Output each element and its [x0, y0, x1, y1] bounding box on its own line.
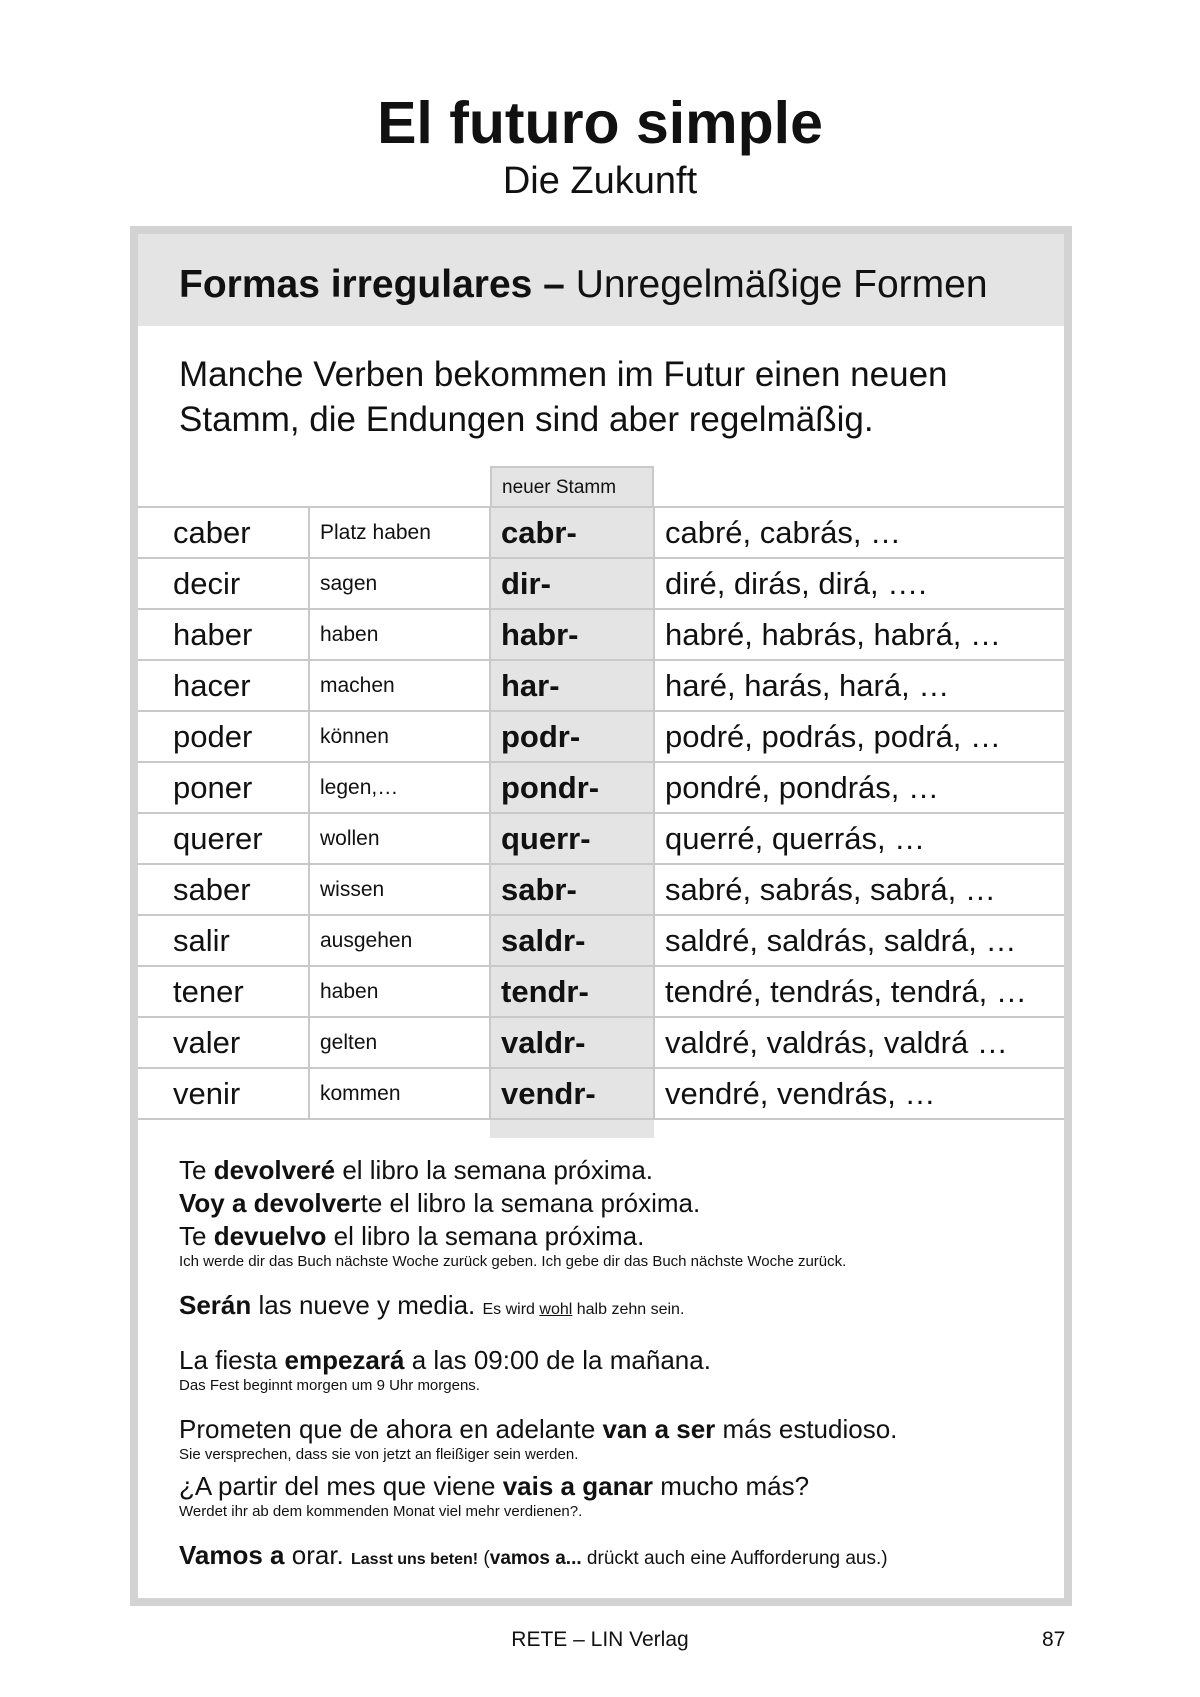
- ex4-de2: halb zehn sein.: [572, 1301, 685, 1318]
- box-heading-bold: Formas irregulares –: [179, 263, 565, 306]
- verb-infinitive: caber: [138, 507, 309, 558]
- example-7: [179, 1470, 1049, 1503]
- verb-forms: sabré, sabrás, sabrá, …: [654, 864, 1064, 915]
- footer-publisher: RETE – LIN Verlag: [511, 1628, 689, 1651]
- verb-infinitive: hacer: [138, 660, 309, 711]
- verb-forms: habré, habrás, habrá, …: [654, 609, 1064, 660]
- verb-infinitive: valer: [138, 1017, 309, 1068]
- verb-forms: haré, harás, hará, …: [654, 660, 1064, 711]
- verb-translation: kommen: [309, 1068, 490, 1119]
- verb-new-stem: querr-: [490, 813, 654, 864]
- verb-infinitive: tener: [138, 966, 309, 1017]
- ex3-c: el libro la semana próxima.: [326, 1221, 645, 1251]
- verb-new-stem: vendr-: [490, 1068, 654, 1119]
- verb-row: [138, 966, 1064, 1017]
- example-4-translation: [483, 1301, 685, 1318]
- intro-text: [179, 352, 1039, 442]
- verb-infinitive: haber: [138, 609, 309, 660]
- verb-new-stem: sabr-: [490, 864, 654, 915]
- example-8: [179, 1539, 1049, 1576]
- box-heading-normal: Unregelmäßige Formen: [564, 263, 988, 306]
- ex6-c: más estudioso.: [715, 1414, 898, 1444]
- verb-translation: gelten: [309, 1017, 490, 1068]
- ex1-verb: devolveré: [213, 1155, 336, 1185]
- verb-new-stem: saldr-: [490, 915, 654, 966]
- verb-new-stem: podr-: [490, 711, 654, 762]
- example-5-translation: Das Fest beginnt morgen um 9 Uhr morgens.: [179, 1377, 480, 1394]
- ex3-verb: devuelvo: [213, 1221, 327, 1251]
- ex8-e: drückt auch eine Aufforderung aus.): [581, 1548, 888, 1569]
- verb-infinitive: saber: [138, 864, 309, 915]
- example-2: [179, 1187, 1049, 1220]
- irregular-forms-box: [130, 226, 1072, 1606]
- verb-row: [138, 609, 1064, 660]
- verb-new-stem: pondr-: [490, 762, 654, 813]
- ex5-a: La fiesta: [179, 1345, 285, 1375]
- verb-forms: diré, dirás, dirá, ….: [654, 558, 1064, 609]
- example-7-translation: Werdet ihr ab dem kommenden Monat viel mehr verdienen?.: [179, 1503, 583, 1520]
- verb-row: [138, 762, 1064, 813]
- verb-forms: tendré, tendrás, tendrá, …: [654, 966, 1064, 1017]
- ex5-verb: empezará: [284, 1345, 405, 1375]
- ex6-a: Prometen que de ahora en adelante: [179, 1414, 603, 1444]
- example-8-translation: Lasst uns beten!: [351, 1551, 479, 1568]
- example-4: [179, 1289, 1049, 1326]
- verb-translation: Platz haben: [309, 507, 490, 558]
- verb-translation: ausgehen: [309, 915, 490, 966]
- verb-new-stem: valdr-: [490, 1017, 654, 1068]
- verb-new-stem: dir-: [490, 558, 654, 609]
- example-6: [179, 1413, 1049, 1446]
- ex8-verb: Vamos a: [179, 1540, 285, 1570]
- verb-forms: querré, querrás, …: [654, 813, 1064, 864]
- ex5-c: a las 09:00 de la mañana.: [404, 1345, 711, 1375]
- ex8-b: orar.: [284, 1540, 351, 1570]
- verb-forms: pondré, pondrás, …: [654, 762, 1064, 813]
- intro-line-2: Stamm, die Endungen sind aber regelmäßig.: [179, 400, 874, 439]
- verb-translation: wollen: [309, 813, 490, 864]
- example-6-translation: Sie versprechen, dass sie von jetzt an fleißiger sein werden.: [179, 1446, 579, 1463]
- ex8-note: [478, 1548, 887, 1569]
- examples: [179, 1154, 1049, 1576]
- ex8-note-bold: vamos a...: [489, 1548, 582, 1569]
- verb-infinitive: venir: [138, 1068, 309, 1119]
- verb-row: [138, 1017, 1064, 1068]
- ex1-c: el libro la semana próxima.: [335, 1155, 654, 1185]
- verb-new-stem: cabr-: [490, 507, 654, 558]
- page-number: 87: [1042, 1628, 1066, 1651]
- verb-infinitive: querer: [138, 813, 309, 864]
- verb-forms: valdré, valdrás, valdrá …: [654, 1017, 1064, 1068]
- verb-new-stem: habr-: [490, 609, 654, 660]
- verb-forms: podré, podrás, podrá, …: [654, 711, 1064, 762]
- verb-row: [138, 1068, 1064, 1119]
- verb-infinitive: poder: [138, 711, 309, 762]
- verb-row: [138, 813, 1064, 864]
- ex4-de1: Es wird: [482, 1301, 540, 1318]
- verb-infinitive: salir: [138, 915, 309, 966]
- verb-forms: cabré, cabrás, …: [654, 507, 1064, 558]
- page-subtitle: Die Zukunft: [502, 160, 698, 202]
- ex8-c: (: [478, 1548, 490, 1569]
- verb-translation: haben: [309, 966, 490, 1017]
- verb-row: [138, 915, 1064, 966]
- example-5: [179, 1344, 1049, 1377]
- ex2-b: te el libro la semana próxima.: [360, 1188, 701, 1218]
- ex4-b: las nueve y media.: [251, 1290, 483, 1320]
- verb-row: [138, 558, 1064, 609]
- verb-row: [138, 660, 1064, 711]
- verb-translation: legen,…: [309, 762, 490, 813]
- verb-new-stem: tendr-: [490, 966, 654, 1017]
- verb-translation: können: [309, 711, 490, 762]
- verb-row: [138, 711, 1064, 762]
- intro-line-1: Manche Verben bekommen im Futur einen neuen: [179, 355, 948, 394]
- ex1-a: Te: [179, 1155, 214, 1185]
- verb-translation: sagen: [309, 558, 490, 609]
- example-1: [179, 1154, 1049, 1187]
- stem-column-header: neuer Stamm: [490, 466, 654, 508]
- verb-forms: vendré, vendrás, …: [654, 1068, 1064, 1119]
- example-3-translation: Ich werde dir das Buch nächste Woche zurück geben. Ich gebe dir das Buch nächste Woche zurück.: [179, 1253, 847, 1270]
- ex7-a: ¿A partir del mes que viene: [179, 1471, 503, 1501]
- ex4-de-underlined: wohl: [539, 1301, 573, 1318]
- ex2-verb: Voy a devolver: [179, 1188, 361, 1218]
- verb-forms: saldré, saldrás, saldrá, …: [654, 915, 1064, 966]
- verb-infinitive: poner: [138, 762, 309, 813]
- ex7-verb: vais a ganar: [502, 1471, 654, 1501]
- verb-translation: machen: [309, 660, 490, 711]
- ex7-c: mucho más?: [653, 1471, 810, 1501]
- box-header: [138, 234, 1064, 326]
- ex3-a: Te: [179, 1221, 214, 1251]
- ex6-verb: van a ser: [602, 1414, 716, 1444]
- verb-translation: wissen: [309, 864, 490, 915]
- page-title: El futuro simple: [377, 90, 823, 156]
- verb-new-stem: har-: [490, 660, 654, 711]
- ex4-verb: Serán: [179, 1290, 252, 1320]
- verb-row: [138, 507, 1064, 558]
- verb-translation: haben: [309, 609, 490, 660]
- verb-row: [138, 864, 1064, 915]
- verb-table: [138, 506, 1064, 1120]
- example-3: [179, 1220, 1049, 1253]
- verb-infinitive: decir: [138, 558, 309, 609]
- box-heading: [179, 262, 988, 308]
